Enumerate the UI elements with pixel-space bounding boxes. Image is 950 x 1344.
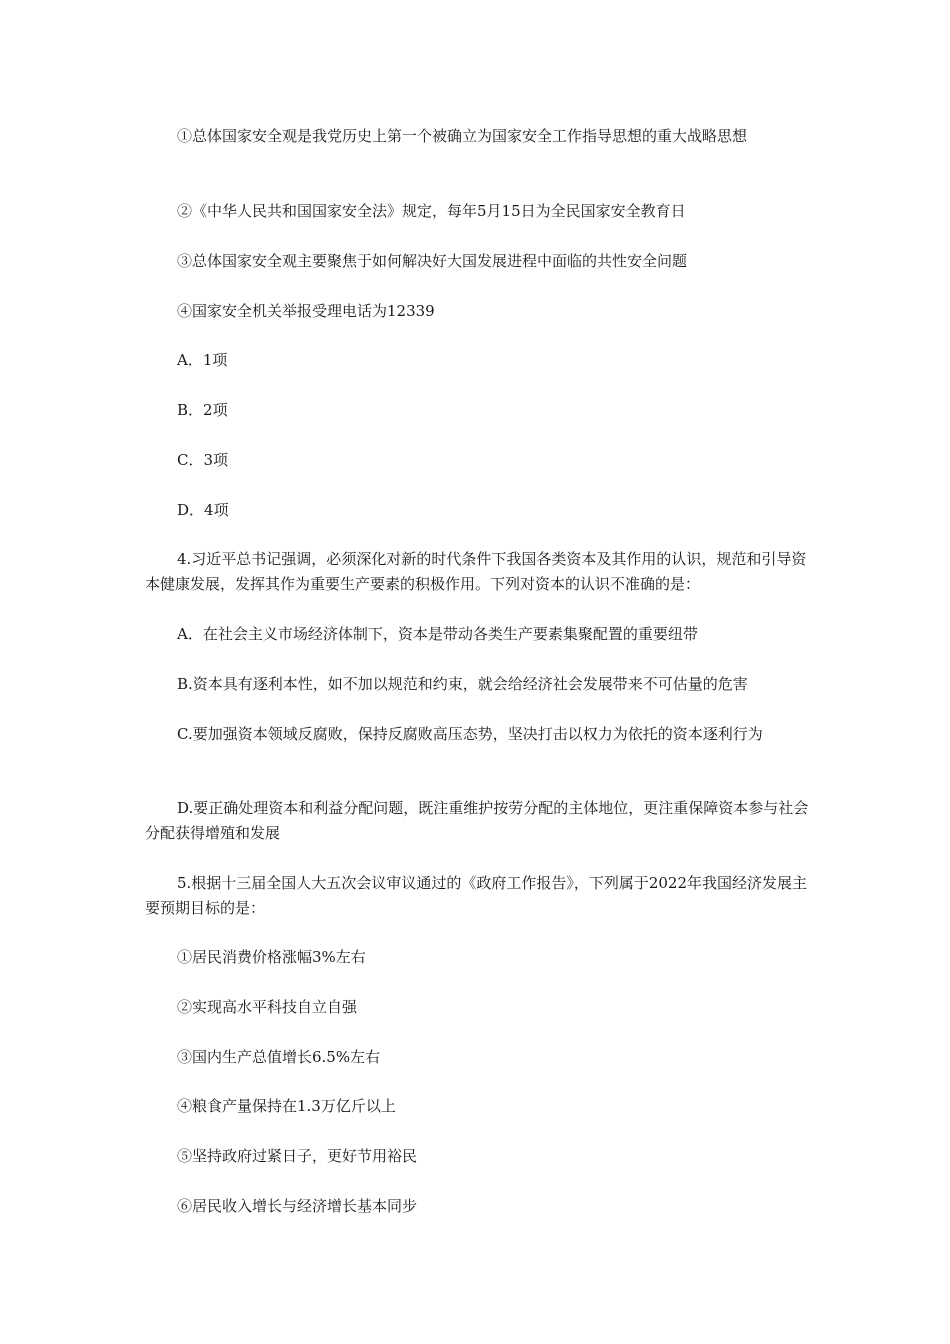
statement-4: ④国家安全机关举报受理电话为12339 [177,302,435,320]
question-4-option-a: A．在社会主义市场经济体制下，资本是带动各类生产要素集聚配置的重要纽带 [177,625,698,643]
option-b: B．2项 [177,401,228,419]
question-5-item-6: ⑥居民收入增长与经济增长基本同步 [177,1197,418,1215]
question-5-item-1: ①居民消费价格涨幅3%左右 [177,948,366,966]
question-4-stem: 4.习近平总书记强调，必须深化对新的时代条件下我国各类资本及其作用的认识，规范和引导资本健康发展，发挥其作为重要生产要素的积极作用。下列对资本的认识不准确的是： [145,550,807,593]
question-4-option-c: C.要加强资本领域反腐败，保持反腐败高压态势，坚决打击以权力为依托的资本逐利行为 [177,725,763,743]
question-4-option-d: D.要正确处理资本和利益分配问题，既注重维护按劳分配的主体地位，更注重保障资本参与社会分配获得增殖和发展 [145,799,809,842]
question-5-stem: 5.根据十三届全国人大五次会议审议通过的《政府工作报告》，下列属于2022年我国经济发展主要预期目标的是： [145,874,807,917]
question-5-item-5: ⑤坚持政府过紧日子，更好节用裕民 [177,1147,418,1165]
statement-1: ①总体国家安全观是我党历史上第一个被确立为国家安全工作指导思想的重大战略思想 [177,127,748,145]
statement-2: ②《中华人民共和国国家安全法》规定，每年5月15日为全民国家安全教育日 [177,202,686,220]
option-d: D．4项 [177,501,229,519]
option-c: C．3项 [177,451,229,469]
question-5-item-4: ④粮食产量保持在1.3万亿斤以上 [177,1097,396,1115]
question-4-option-b: B.资本具有逐利本性，如不加以规范和约束，就会给经济社会发展带来不可估量的危害 [177,675,748,693]
option-a: A．1项 [177,351,228,369]
question-5-item-3: ③国内生产总值增长6.5%左右 [177,1048,381,1066]
question-5-item-2: ②实现高水平科技自立自强 [177,998,358,1016]
statement-3: ③总体国家安全观主要聚焦于如何解决好大国发展进程中面临的共性安全问题 [177,252,688,270]
